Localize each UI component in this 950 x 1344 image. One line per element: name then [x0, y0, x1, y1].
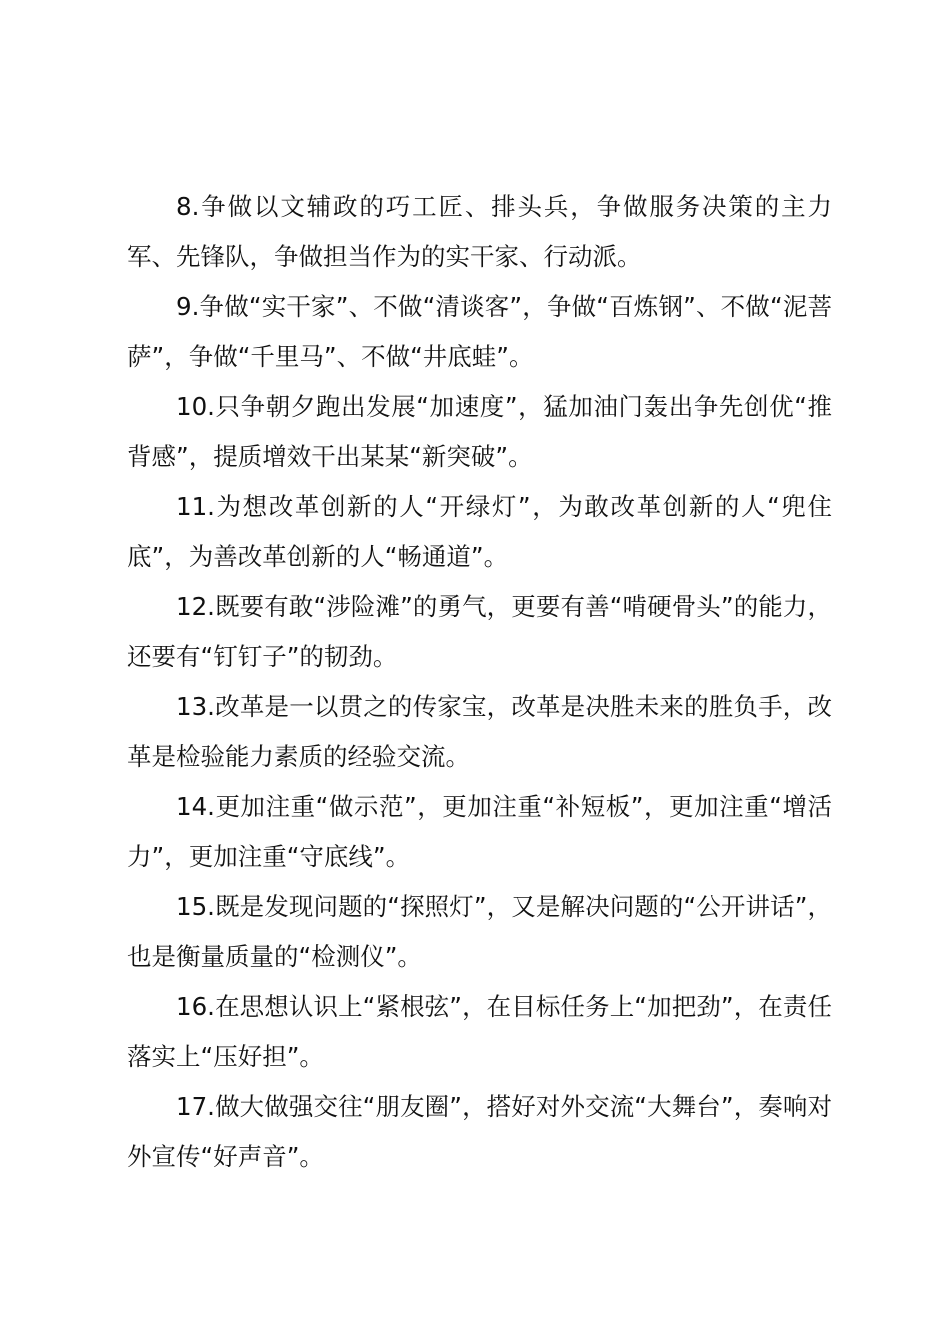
paragraph-8: 8.争做以文辅政的巧工匠、排头兵，争做服务决策的主力军、先锋队，争做担当作为的实干家、行动派。	[127, 192, 832, 271]
document-body	[127, 182, 832, 1182]
paragraph-16: 16.在思想认识上“紧根弦”，在目标任务上“加把劲”，在责任落实上“压好担”。	[127, 992, 832, 1071]
paragraph-17: 17.做大做强交往“朋友圈”，搭好对外交流“大舞台”，奏响对外宣传“好声音”。	[127, 1092, 832, 1171]
paragraph-14: 14.更加注重“做示范”，更加注重“补短板”，更加注重“增活力”，更加注重“守底线”。	[127, 792, 832, 871]
paragraph-12: 12.既要有敢“涉险滩”的勇气，更要有善“啃硬骨头”的能力，还要有“钉钉子”的韧劲。	[127, 592, 832, 671]
paragraph-9: 9.争做“实干家”、不做“清谈客”，争做“百炼钢”、不做“泥菩萨”，争做“千里马”、不做“井底蛙”。	[127, 292, 832, 371]
paragraph-15: 15.既是发现问题的“探照灯”，又是解决问题的“公开讲话”，也是衡量质量的“检测仪”。	[127, 892, 832, 971]
paragraph-13: 13.改革是一以贯之的传家宝，改革是决胜未来的胜负手，改革是检验能力素质的经验交流。	[127, 692, 832, 771]
paragraph-10: 10.只争朝夕跑出发展“加速度”，猛加油门轰出争先创优“推背感”，提质增效干出某某“新突破”。	[127, 392, 832, 471]
paragraph-11: 11.为想改革创新的人“开绿灯”，为敢改革创新的人“兜住底”，为善改革创新的人“畅通道”。	[127, 492, 832, 571]
